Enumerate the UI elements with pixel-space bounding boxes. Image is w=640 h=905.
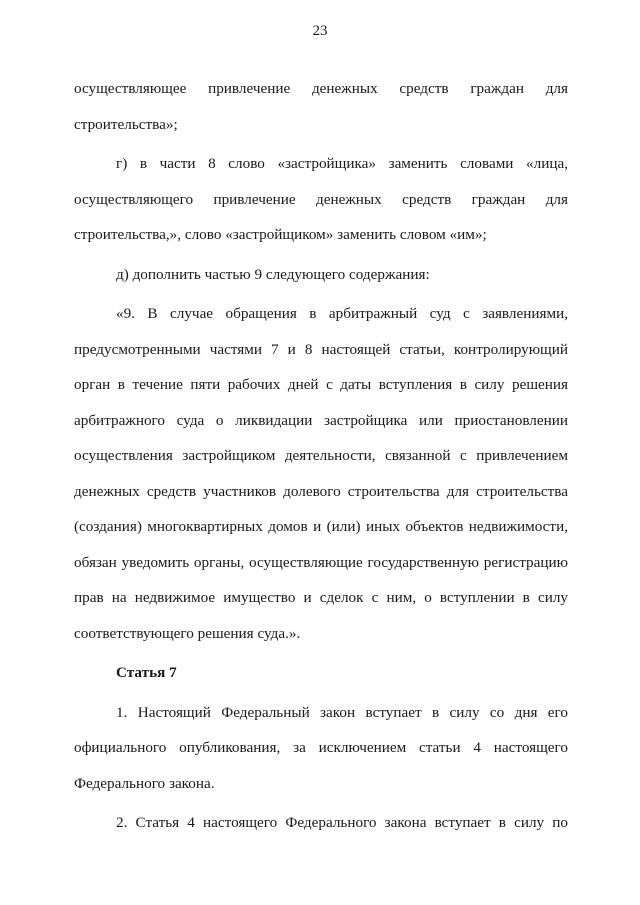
document-body xyxy=(74,71,568,841)
paragraph-text: 1. Настоящий Федеральный закон вступает в силу со дня его официального опубликования, за исключением статьи 4 настоящего xyxy=(74,703,568,756)
paragraph-text: 2. Статья 4 настоящего Федерального закона вступает в силу по xyxy=(116,814,568,831)
paragraph-text-last: соответствующего решения суда.». xyxy=(74,624,301,642)
paragraph-text-last: Федерального закона. xyxy=(74,774,215,792)
paragraph-text: «9. В случае обращения в арбитражный суд с заявлениями, предусмотренными частями 7 и 8 настоящей статьи, контролирующий орган в течение пяти рабочих дней с даты вступления в силу решения арбитражного суда о ликвидации застройщика или приостановлении осуществления застройщиком деятельности, связанной с привлечением денежных средств участников долевого строительства для строительства (создания) многоквартирных домов и (или) иных объектов недвижимости, обязан уведомить органы, осуществляющие государственную регистрацию прав на недвижимое имущество и сделок с ним, о вступлении в силу xyxy=(74,305,568,606)
paragraph-part-9 xyxy=(74,296,568,651)
article-item-1 xyxy=(74,695,568,802)
paragraph-text-last: д) дополнить частью 9 следующего содержания: xyxy=(116,265,430,283)
paragraph-text: г) в части 8 слово «застройщика» заменить словами «лица, осуществляющего привлечение денежных средств граждан для xyxy=(74,155,568,208)
article-heading: Статья 7 xyxy=(116,664,177,681)
article-item-2 xyxy=(74,805,568,841)
paragraph-text-last: строительства,», слово «застройщиком» заменить словом «им»; xyxy=(74,226,487,243)
paragraph-item-d xyxy=(74,257,568,293)
page-number: 23 xyxy=(312,23,328,39)
paragraph-text-last: строительства»; xyxy=(74,115,178,133)
paragraph-item-g xyxy=(74,146,568,253)
paragraph-text: осуществляющее привлечение денежных средств граждан для xyxy=(74,80,568,97)
paragraph-continuation xyxy=(74,71,568,142)
